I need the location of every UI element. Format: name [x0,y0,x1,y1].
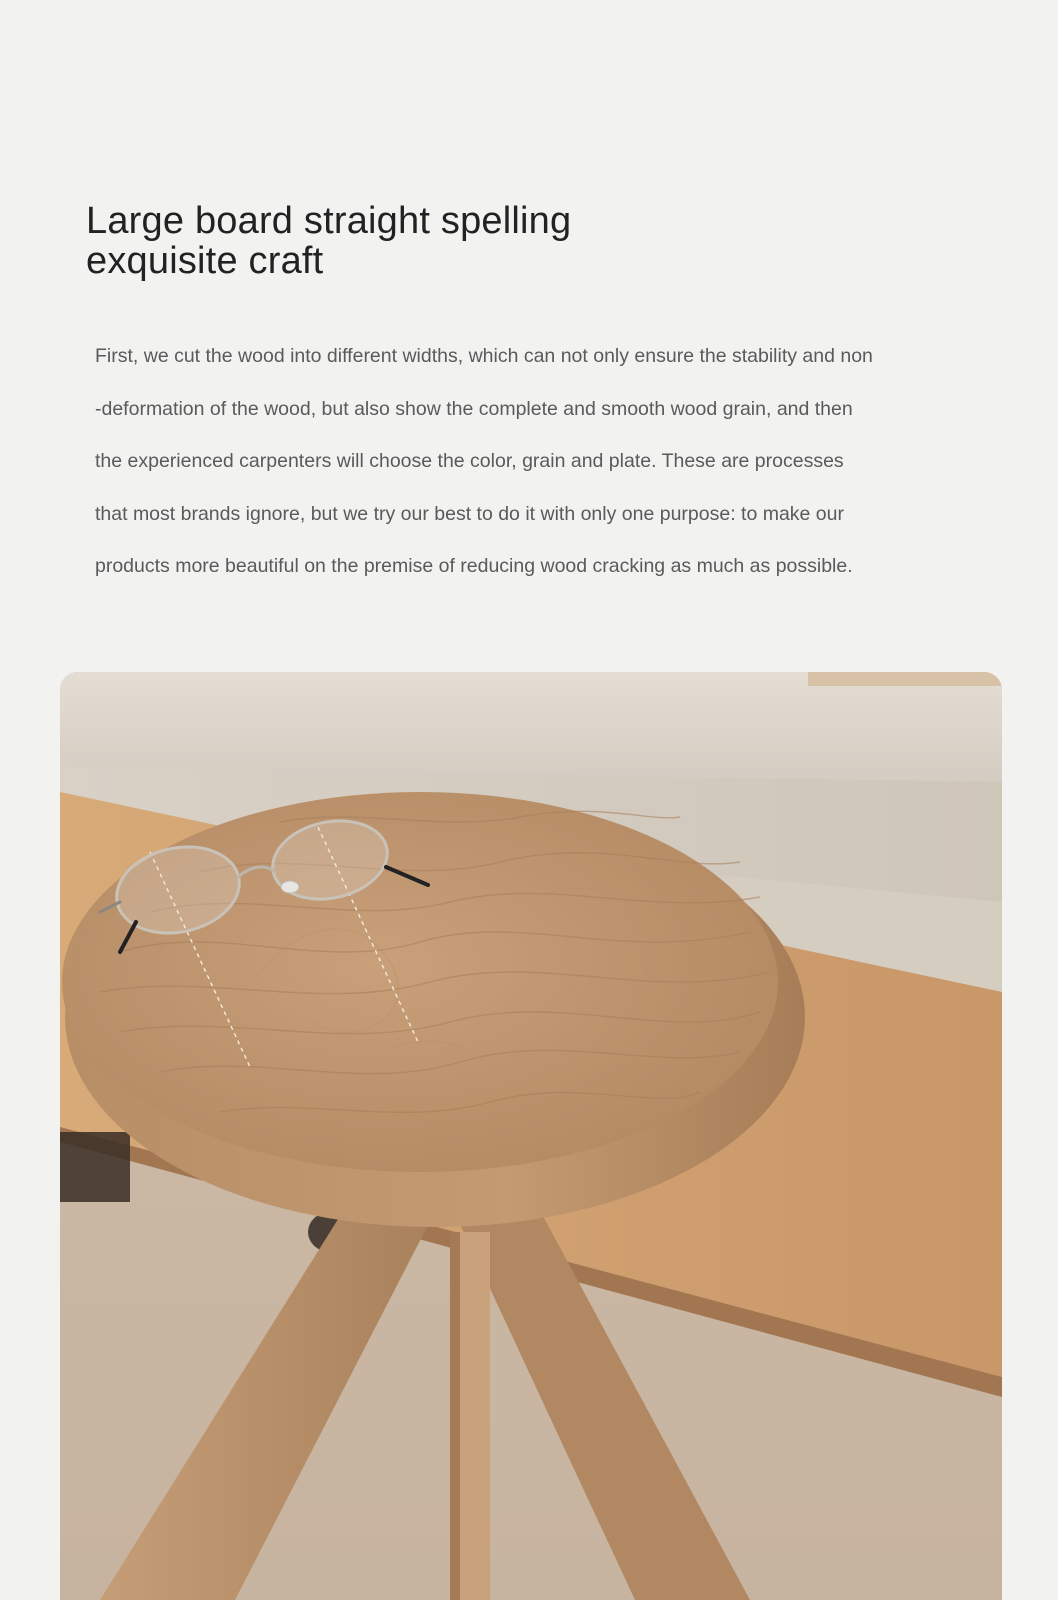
section-heading [86,201,571,281]
description-line: -deformation of the wood, but also show the complete and smooth wood grain, and then [95,397,853,420]
description-line: that most brands ignore, but we try our best to do it with only one purpose: to make our [95,502,844,525]
section-heading-line-2: exquisite craft [86,240,324,282]
book-edge [808,672,1002,686]
dark-caster [60,1132,130,1202]
stool-leg-center-shade [450,1232,460,1600]
section-heading-line-1: Large board straight spelling [86,200,572,242]
description-line: the experienced carpenters will choose the color, grain and plate. These are processes [95,450,844,472]
craft-description [95,330,975,593]
description-line: First, we cut the wood into different widths, which can not only ensure the stability and non [95,345,873,367]
product-photo [60,672,1002,1600]
stool-illustration [60,672,1002,1600]
description-line: products more beautiful on the premise of reducing wood cracking as much as possible. [95,555,853,577]
